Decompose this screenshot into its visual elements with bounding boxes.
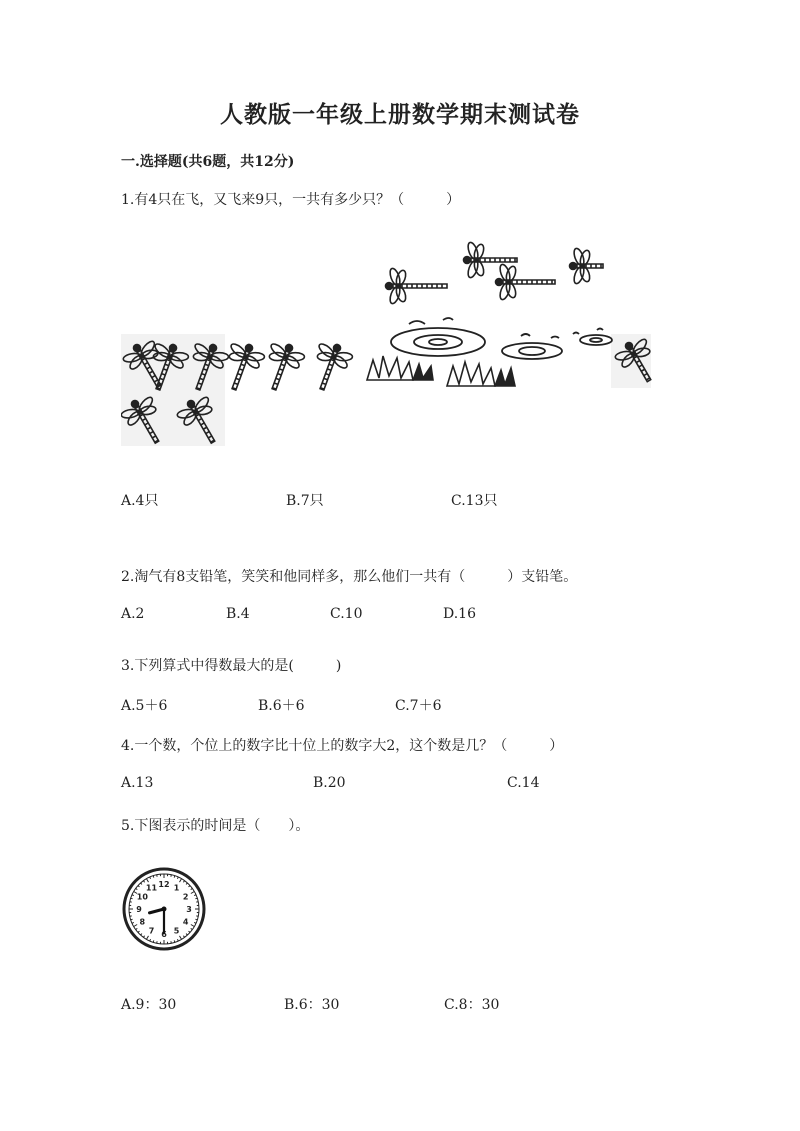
clock-face: [121, 866, 207, 952]
option-3b[interactable]: B.6＋6: [258, 698, 305, 714]
clock-tick: [131, 919, 133, 920]
clock-tick: [153, 876, 154, 878]
page-title: 人教版一年级上册数学期末测试卷: [220, 101, 580, 128]
clock-number: 4: [182, 917, 189, 927]
clock-number: 9: [136, 905, 142, 914]
grass-tufts: [367, 356, 515, 386]
figure-background: [611, 334, 651, 388]
option-2b[interactable]: B.4: [226, 606, 250, 622]
clock-tick: [174, 876, 175, 878]
option-2c[interactable]: C.10: [330, 606, 363, 622]
clock-center: [162, 907, 167, 912]
question-2: 2.淘气有8支铅笔，笑笑和他同样多，那么他们一共有（ ）支铅笔。: [121, 569, 578, 585]
option-1a[interactable]: A.4只: [121, 493, 159, 509]
dragonfly-icon: [570, 247, 604, 285]
option-3c[interactable]: C.7＋6: [395, 698, 442, 714]
dragonfly-icon: [256, 338, 308, 396]
dragonfly-icon: [496, 263, 556, 301]
clock-number: 12: [158, 880, 170, 889]
option-4b[interactable]: B.20: [313, 775, 346, 791]
clock-number: 6: [161, 930, 167, 939]
dragonfly-illustration: [121, 238, 661, 448]
option-4a[interactable]: A.13: [121, 775, 154, 791]
clock-number: 10: [136, 892, 148, 902]
pond-ripples: [391, 318, 612, 359]
section-heading: 一.选择题(共6题，共12分): [121, 154, 295, 170]
clock-tick: [195, 919, 197, 920]
dragonfly-icon: [304, 338, 356, 396]
option-3a[interactable]: A.5＋6: [121, 698, 168, 714]
question-4: 4.一个数，个位上的数字比十位上的数字大2，这个数是几？（ ）: [121, 738, 564, 754]
question-5: 5.下图表示的时间是（ ）。: [121, 818, 310, 834]
option-4c[interactable]: C.14: [507, 775, 540, 791]
option-2a[interactable]: A.2: [121, 606, 145, 622]
option-2d[interactable]: D.16: [443, 606, 476, 622]
option-1c[interactable]: C.13只: [451, 493, 498, 509]
clock-number: 3: [186, 905, 192, 914]
clock-number: 2: [182, 892, 189, 902]
option-5b[interactable]: B.6：30: [284, 997, 340, 1013]
clock-tick: [131, 898, 133, 899]
question-1: 1.有4只在飞，又飞来9只，一共有多少只？（ ）: [121, 192, 461, 208]
option-5a[interactable]: A.9：30: [121, 997, 177, 1013]
option-5c[interactable]: C.8：30: [444, 997, 500, 1013]
clock-number: 11: [145, 883, 158, 893]
question-3: 3.下列算式中得数最大的是( ): [121, 658, 342, 674]
clock-number: 8: [139, 917, 146, 927]
clock-number: 7: [148, 926, 155, 936]
option-1b[interactable]: B.7只: [286, 493, 324, 509]
clock-tick: [153, 940, 154, 942]
dragonfly-icon: [386, 267, 448, 305]
clock-tick: [174, 940, 175, 942]
clock-number: 1: [173, 883, 180, 893]
clock-tick: [195, 898, 197, 899]
clock-number: 5: [173, 926, 180, 936]
